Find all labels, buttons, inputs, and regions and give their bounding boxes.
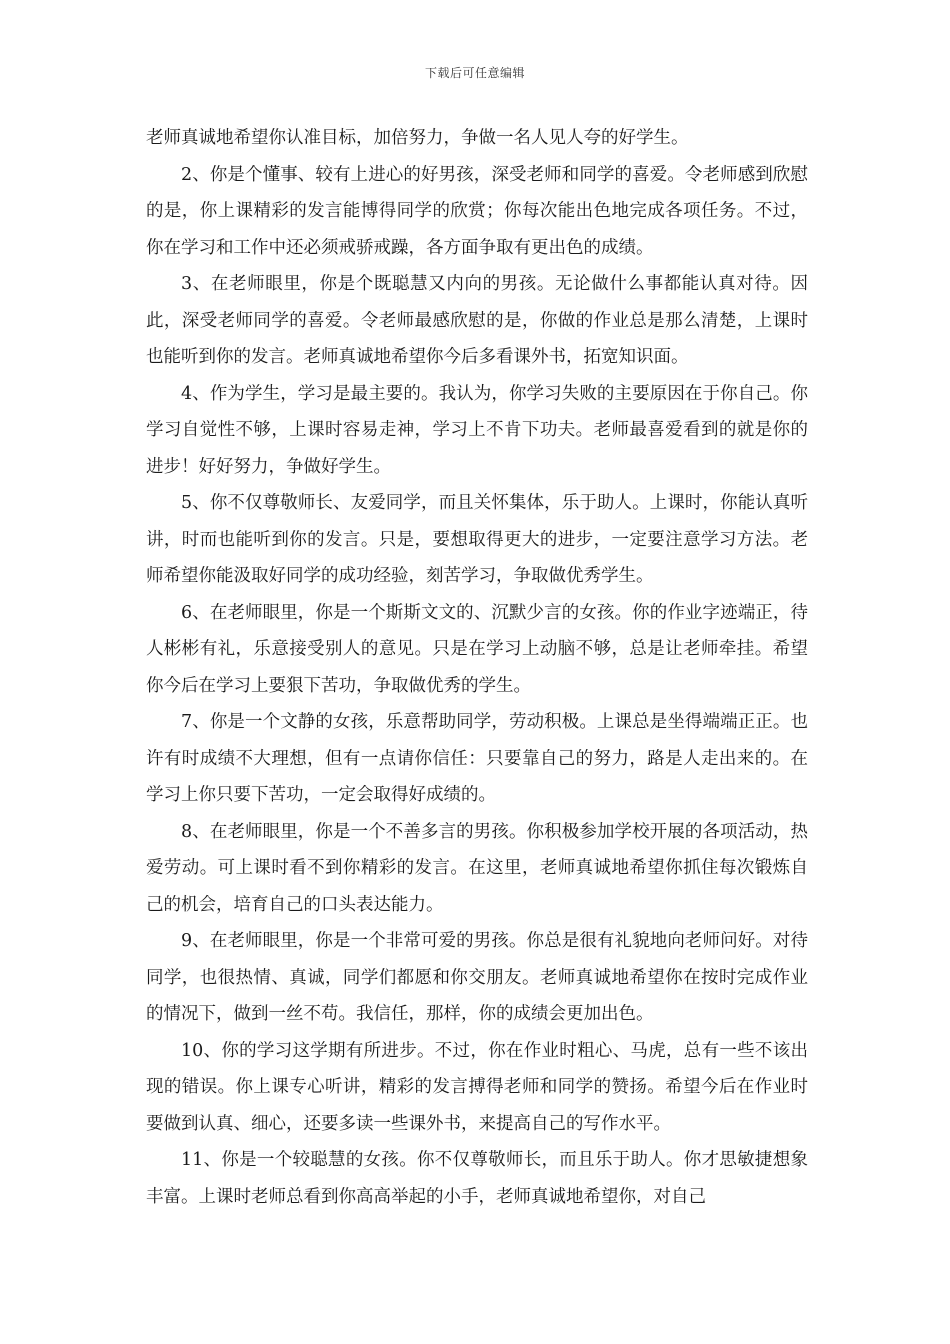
- paragraph-comment-4: 4、作为学生，学习是最主要的。我认为，你学习失败的主要原因在于你自己。你学习自觉性不够，上课时容易走神，学习上不肯下功夫。老师最喜爱看到的就是你的进步！好好努力，争做好学生。: [146, 383, 808, 477]
- paragraph-comment-3: 3、在老师眼里，你是个既聪慧又内向的男孩。无论做什么事都能认真对待。因此，深受老师同学的喜爱。令老师最感欣慰的是，你做的作业总是那么清楚，上课时也能听到你的发言。老师真诚地希望你今后多看课外书，拓宽知识面。: [146, 274, 808, 367]
- paragraph-comment-8: 8、在老师眼里，你是一个不善多言的男孩。你积极参加学校开展的各项活动，热爱劳动。可上课时看不到你精彩的发言。在这里，老师真诚地希望你抓住每次锻炼自己的机会，培育自己的口头表达能力。: [146, 821, 808, 915]
- paragraph-comment-11: 11、你是一个较聪慧的女孩。你不仅尊敬师长，而且乐于助人。你才思敏捷想象丰富。上课时老师总看到你高高举起的小手，老师真诚地希望你，对自己: [146, 1150, 808, 1207]
- paragraph-comment-2: 2、你是个懂事、较有上进心的好男孩，深受老师和同学的喜爱。令老师感到欣慰的是，你上课精彩的发言能博得同学的欣赏；你每次能出色地完成各项任务。不过，你在学习和工作中还必须戒骄戒躁，各方面争取有更出色的成绩。: [146, 164, 808, 258]
- page-header-note: 下载后可任意编辑: [424, 66, 525, 80]
- paragraph-comment-5: 5、你不仅尊敬师长、友爱同学，而且关怀集体，乐于助人。上课时，你能认真听讲，时而也能听到你的发言。只是，要想取得更大的进步，一定要注意学习方法。老师希望你能汲取好同学的成功经验，刻苦学习，争取做优秀学生。: [146, 493, 808, 586]
- paragraph-continuation: 老师真诚地希望你认准目标，加倍努力，争做一名人见人夸的好学生。: [146, 128, 689, 148]
- paragraph-comment-6: 6、在老师眼里，你是一个斯斯文文的、沉默少言的女孩。你的作业字迹端正，待人彬彬有礼，乐意接受别人的意见。只是在学习上动脑不够，总是让老师牵挂。希望你今后在学习上要狠下苦功，争取做优秀的学生。: [146, 602, 808, 696]
- document-body: [146, 120, 808, 1215]
- paragraph-comment-10: 10、你的学习这学期有所进步。不过，你在作业时粗心、马虎，总有一些不该出现的错误。你上课专心听讲，精彩的发言搏得老师和同学的赞扬。希望今后在作业时要做到认真、细心，还要多读一些课外书，来提高自己的写作水平。: [146, 1040, 808, 1134]
- paragraph-comment-7: 7、你是一个文静的女孩，乐意帮助同学，劳动积极。上课总是坐得端端正正。也许有时成绩不大理想，但有一点请你信任：只要靠自己的努力，路是人走出来的。在学习上你只要下苦功，一定会取得好成绩的。: [146, 712, 808, 805]
- paragraph-comment-9: 9、在老师眼里，你是一个非常可爱的男孩。你总是很有礼貌地向老师问好。对待同学，也很热情、真诚，同学们都愿和你交朋友。老师真诚地希望你在按时完成作业的情况下，做到一丝不苟。我信任，那样，你的成绩会更加出色。: [146, 931, 808, 1024]
